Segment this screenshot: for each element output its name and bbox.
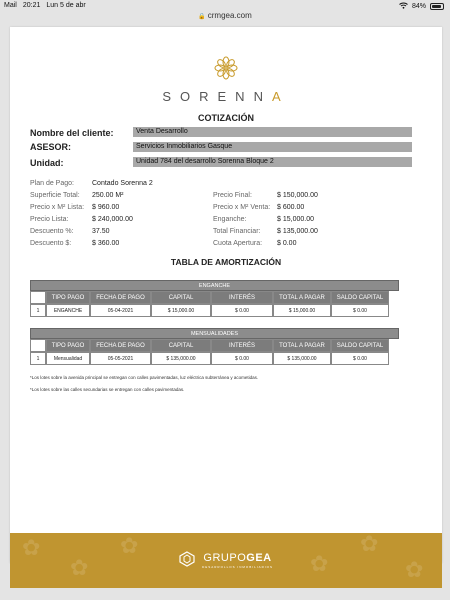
header-cell: INTERÉS xyxy=(211,339,273,352)
table-header xyxy=(30,339,399,352)
detail-label: Precio Lista: xyxy=(30,216,69,223)
down-payment-table xyxy=(30,280,399,317)
detail-value: $ 15,000.00 xyxy=(277,216,314,223)
status-date: Lun 5 de abr xyxy=(46,2,86,9)
detail-label: Precio x M² Venta: xyxy=(213,204,271,211)
payment-plan-value: Contado Sorenna 2 xyxy=(92,180,153,187)
footer-banner: ✿ ✿ ✿ ✿ ✿ ✿ GRUPOGEA DESARROLLOS INMOBILIARIOS xyxy=(10,533,442,588)
battery-icon xyxy=(430,3,444,10)
table-cell: 05-05-2021 xyxy=(90,352,151,365)
header-cell: FECHA DE PAGO xyxy=(90,291,151,304)
table-caption: ENGANCHE xyxy=(30,280,399,291)
flower-logo-icon xyxy=(213,55,239,81)
header-cell: SALDO CAPITAL xyxy=(331,339,389,352)
logo-text-left: GRUPO xyxy=(203,552,247,564)
table-cell: $ 0.00 xyxy=(211,304,273,317)
header-cell: TOTAL A PAGAR xyxy=(273,291,331,304)
detail-row xyxy=(30,240,119,247)
detail-row xyxy=(213,240,296,247)
table-cell: Mensualidad xyxy=(46,352,90,365)
detail-value: $ 600.00 xyxy=(277,204,305,211)
logo-text-right: GEA xyxy=(246,552,272,564)
table-cell: 1 xyxy=(30,352,46,365)
header-cell: TIPO PAGO xyxy=(46,291,90,304)
unit-value: Unidad 784 del desarrollo Sorenna Bloque 2 xyxy=(133,157,412,167)
logo-tagline: DESARROLLOS INMOBILIARIOS xyxy=(202,565,273,569)
table-cell: 1 xyxy=(30,304,46,317)
advisor-label: ASESOR: xyxy=(30,142,72,152)
monthly-payments-table xyxy=(30,328,399,365)
brand-name-left: SORENN xyxy=(162,89,272,104)
detail-value: $ 240,000.00 xyxy=(92,216,133,223)
table-row xyxy=(30,304,399,317)
table-cell: 05-04-2021 xyxy=(90,304,151,317)
detail-label: Precio Final: xyxy=(213,192,252,199)
header-cell: FECHA DE PAGO xyxy=(90,339,151,352)
detail-label: Cuota Apertura: xyxy=(213,240,263,247)
header-cell: INTERÉS xyxy=(211,291,273,304)
detail-value: $ 960.00 xyxy=(92,204,120,211)
header-cell: TIPO PAGO xyxy=(46,339,90,352)
table-cell: $ 15,000.00 xyxy=(273,304,331,317)
detail-label: Total Financiar: xyxy=(213,228,261,235)
page-title: COTIZACIÓN xyxy=(198,113,254,123)
detail-row xyxy=(30,192,124,199)
amortization-title: TABLA DE AMORTIZACIÓN xyxy=(170,257,282,267)
detail-row xyxy=(30,228,110,235)
url-text: crmgea.com xyxy=(207,11,252,20)
payment-plan-label: Plan de Pago: xyxy=(30,180,74,187)
detail-row xyxy=(213,228,318,235)
table-caption: MENSUALIDADES xyxy=(30,328,399,339)
lock-icon: 🔒 xyxy=(198,14,206,20)
header-cell: TOTAL A PAGAR xyxy=(273,339,331,352)
brand-name-right: A xyxy=(271,89,290,104)
detail-label: Precio x M² Lista: xyxy=(30,204,85,211)
detail-value: $ 135,000.00 xyxy=(277,228,318,235)
table-cell: $ 15,000.00 xyxy=(151,304,211,317)
detail-row xyxy=(213,204,304,211)
table-row xyxy=(30,352,399,365)
table-cell: $ 0.00 xyxy=(211,352,273,365)
header-cell: SALDO CAPITAL xyxy=(331,291,389,304)
quote-document xyxy=(10,27,442,582)
status-time: 20:21 xyxy=(22,2,41,9)
table-cell: $ 135,000.00 xyxy=(273,352,331,365)
table-header xyxy=(30,291,399,304)
battery-percent: 84% xyxy=(411,3,426,10)
gea-logo-icon xyxy=(179,551,195,570)
client-name-value: Venta Desarrollo xyxy=(133,127,412,137)
unit-label: Unidad: xyxy=(30,158,64,168)
note-text: *Los lotes sobre la avenida principal se entregan con calles pavimentadas, luz eléctrica subterránea y acometidas. xyxy=(30,375,259,380)
header-cell: CAPITAL xyxy=(151,291,211,304)
sorenna-logo xyxy=(10,55,442,81)
client-name-label: Nombre del cliente: xyxy=(30,128,114,138)
detail-row xyxy=(30,204,119,211)
detail-value: $ 360.00 xyxy=(92,240,120,247)
detail-label: Superficie Total: xyxy=(30,192,80,199)
header-cell: CAPITAL xyxy=(151,339,211,352)
advisor-value: Servicios Inmobiliarios Gasque xyxy=(133,142,412,152)
address-bar[interactable] xyxy=(0,11,450,23)
payment-plan xyxy=(30,180,153,187)
detail-value: $ 150,000.00 xyxy=(277,192,318,199)
detail-row xyxy=(213,216,314,223)
detail-value: 37.50 xyxy=(92,228,110,235)
table-cell: $ 0.00 xyxy=(331,304,389,317)
wifi-icon xyxy=(399,2,408,11)
detail-label: Enganche: xyxy=(213,216,247,223)
grupo-gea-logo xyxy=(10,551,442,570)
back-to-mail[interactable]: Mail xyxy=(4,2,17,9)
table-cell: $ 0.00 xyxy=(331,352,389,365)
detail-row xyxy=(30,216,133,223)
detail-label: Descuento $: xyxy=(30,240,72,247)
table-cell: $ 135,000.00 xyxy=(151,352,211,365)
detail-value: 250.00 M² xyxy=(92,192,124,199)
detail-label: Descuento %: xyxy=(30,228,74,235)
detail-row xyxy=(213,192,318,199)
detail-value: $ 0.00 xyxy=(277,240,297,247)
note-text: *Los lotes sobre las calles secundarias se entregan con calles pavimentadas. xyxy=(30,387,185,392)
table-cell: ENGANCHE xyxy=(46,304,90,317)
brand-name xyxy=(10,89,442,104)
